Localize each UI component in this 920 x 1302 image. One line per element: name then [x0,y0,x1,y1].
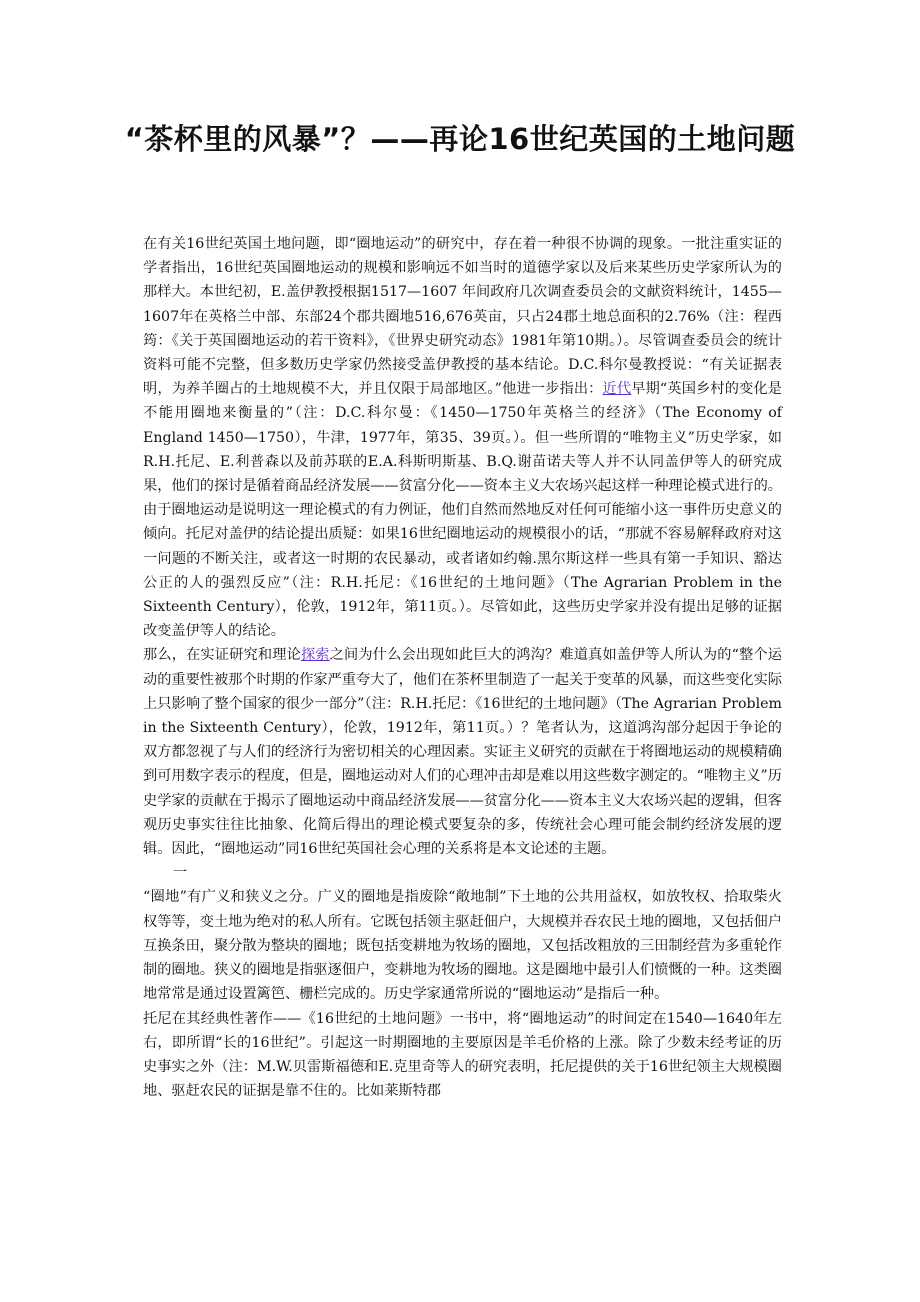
paragraph: 托尼在其经典性著作——《16世纪的土地问题》一书中，将“圈地运动”的时间定在1540—1640年左右，即所谓“长的16世纪”。引起这一时期圈地的主要原因是羊毛价格的上涨。除了少数未经考证的历史事实之外（注：M.W.贝雷斯福德和E.克里奇等人的研究表明，托尼提供的关于16世纪领主大规模圈地、驱赶农民的证据是靠不住的。比如莱斯特郡 [143,1010,782,1100]
paragraph-text: 在有关16世纪英国土地问题，即“圈地运动”的研究中，存在着一种很不协调的现象。一批注重实证的学者指出，16世纪英国圈地运动的规模和影响远不如当时的道德学家以及后来某些历史学家所认为的那样大。本世纪初，E.盖伊教授根据1517—1607 年间政府几次调查委员会的文献资料统计，1455—1607年在英格兰中部、东部24个郡共圈地516,676英亩，只占24郡土地总面积的2.76%（注：程西筠：《关于英国圈地运动的若干资料》，《世界史研究动态》1981年第10期。）。尽管调查委员会的统计资料可能不完整，但多数历史学家仍然接受盖伊教授的基本结论。D.C.科尔曼教授说：“有关证据表明，为养羊圈占的土地规模不大，并且仅限于局部地区。”他进一步指出： [143,236,782,398]
document-title: “茶杯里的风暴”？——再论16世纪英国的土地问题 [124,122,796,156]
paragraph [143,232,782,643]
paragraph-text: 早期“英国乡村的变化是不能用圈地来衡量的”（注：D.C.科尔曼：《1450—1750年英格兰的经济》（The Economy of England 1450—1750），牛津，1977年，第35、39页。）。但一些所谓的“唯物主义”历史学家，如R.H.托尼、E.利普森以及前苏联的E.A.科斯明斯基、B.Q.谢苗诺夫等人并不认同盖伊等人的研究成果，他们的探讨是循着商品经济发展——贫富分化——资本主义大农场兴起这样一种理论模式进行的。由于圈地运动是说明这一理论模式的有力例证，他们自然而然地反对任何可能缩小这一事件历史意义的倾向。托尼对盖伊的结论提出质疑：如果16世纪圈地运动的规模很小的话，“那就不容易解释政府对这一问题的不断关注，或者这一时期的农民暴动，或者诸如约翰.黑尔斯这样一些具有第一手知识、豁达公正的人的强烈反应”（注：R.H.托尼：《16世纪的土地问题》（The Agrarian Problem in the Sixteenth Century），伦敦，1912年，第11页。）。尽管如此，这些历史学家并没有提出足够的证据改变盖伊等人的结论。 [143,381,782,640]
section-number: 一 [173,865,188,882]
paragraph [143,643,782,861]
paragraph-text: 那么，在实证研究和理论 [143,647,301,664]
paragraph: “圈地”有广义和狭义之分。广义的圈地是指废除“敞地制”下土地的公共用益权，如放牧权、拾取柴火权等等，变土地为绝对的私人所有。它既包括领主驱赶佃户，大规模并吞农民土地的圈地，又包括佃户互换条田，聚分散为整块的圈地；既包括变耕地为牧场的圈地，又包括改粗放的三田制经营为多重轮作制的圈地。狭义的圈地是指驱逐佃户，变耕地为牧场的圈地。这是圈地中最引人们愤慨的一种。这类圈地常常是通过设置篱笆、栅栏完成的。历史学家通常所说的“圈地运动”是指后一种。 [143,889,782,1003]
document-body [143,232,782,1103]
link-tansuo[interactable]: 探索 [300,647,330,664]
paragraph-text: 之间为什么会出现如此巨大的鸿沟？难道真如盖伊等人所认为的“整个运动的重要性被那个时期的作家严重夸大了，他们在茶杯里制造了一起关于变革的风暴，而这些变化实际上只影响了整个国家的很少一部分”（注：R.H.托尼：《16世纪的土地问题》（The Agrarian Problem in the Sixteenth Century），伦敦，1912年，第11页。）？笔者认为，这道鸿沟部分起因于争论的双方都忽视了与人们的经济行为密切相关的心理因素。实证主义研究的贡献在于将圈地运动的规模精确到可用数字表示的程度，但是，圈地运动对人们的心理冲击却是难以用这些数字测定的。“唯物主义”历史学家的贡献在于揭示了圈地运动中商品经济发展——贫富分化——资本主义大农场兴起的逻辑，但客观历史事实往往比抽象、化简后得出的理论模式要复杂的多，传统社会心理可能会制约经济发展的逻辑。因此，“圈地运动”同16世纪英国社会心理的关系将是本文论述的主题。 [143,647,782,858]
link-jindai[interactable]: 近代 [602,381,632,398]
